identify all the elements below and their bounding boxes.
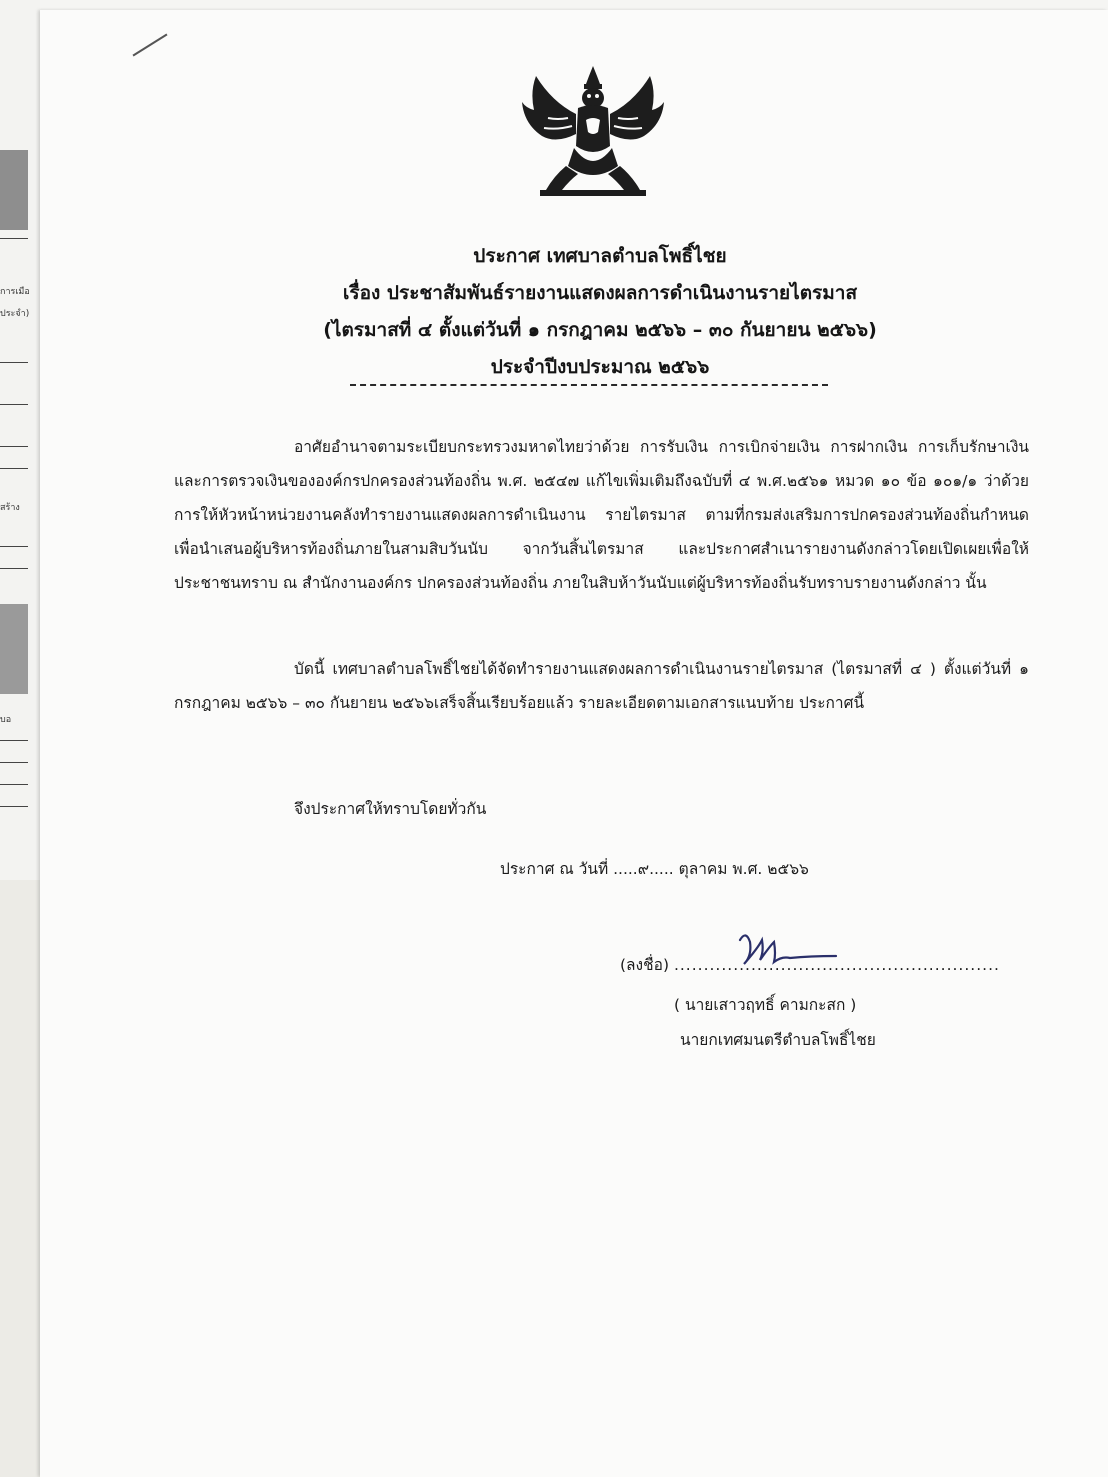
announcement-sheet <box>40 10 1108 1477</box>
underlying-rule <box>0 568 28 569</box>
underlying-rule <box>0 740 28 741</box>
signer-name: ( นายเสาวฤทธิ์ คามกะสก ) <box>674 996 857 1014</box>
closing-paragraph <box>294 792 1108 826</box>
underlying-text-fragment: สร้าง <box>0 503 20 513</box>
title-line: เรื่อง ประชาสัมพันธ์รายงานแสดงผลการดำเนินงานรายไตรมาส <box>342 282 858 304</box>
underlying-rule <box>0 362 28 363</box>
signature-label: (ลงชื่อ) <box>620 956 669 974</box>
underlying-text-fragment: ประจำ) <box>0 309 30 319</box>
underlying-gray-band <box>0 604 28 694</box>
body-paragraph-2 <box>174 652 1029 720</box>
underlying-page-edge <box>0 0 41 880</box>
signer-title: นายกเทศมนตรีตำบลโพธิ์ไชย <box>680 1031 876 1049</box>
body-paragraph-1 <box>174 430 1029 600</box>
paragraph-text: จึงประกาศให้ทราบโดยทั่วกัน <box>294 800 487 818</box>
announcement-date: ประกาศ ณ วันที่ .....๙..... ตุลาคม พ.ศ. ๒๕๖๖ <box>500 860 809 878</box>
underlying-rule <box>0 404 28 405</box>
handwritten-signature-icon <box>730 926 840 976</box>
title-line: (ไตรมาสที่ ๔ ตั้งแต่วันที่ ๑ กรกฎาคม ๒๕๖๖ – ๓๐ กันยายน ๒๕๖๖) <box>323 319 877 341</box>
underlying-text-fragment: บอ <box>0 715 12 725</box>
underlying-rule <box>0 446 28 447</box>
title-line: ประกาศ เทศบาลตำบลโพธิ์ไชย <box>473 245 727 267</box>
garuda-emblem-icon <box>518 62 668 202</box>
paragraph-text: อาศัยอำนาจตามระเบียบกระทรวงมหาดไทยว่าด้วย การรับเงิน การเบิกจ่ายเงิน การฝากเงิน การเก็บรักษาเงินและการตรวจเงินขององค์กรปกครองส่วนท้องถิ่น พ.ศ. ๒๕๔๗ แก้ไขเพิ่มเติมถึงฉบับที่ ๔ พ.ศ.๒๕๖๑ หมวด ๑๐ ข้อ ๑๐๑/๑ ว่าด้วยการให้หัวหน้าหน่วยงานคลังทำรายงานแสดงผลการดำเนินงาน รายไตรมาส ตามที่กรมส่งเสริมการปกครองส่วนท้องถิ่นกำหนด เพื่อนำเสนอผู้บริหารท้องถิ่นภายในสามสิบวันนับ จากวันสิ้นไตรมาส และประกาศสำเนารายงานดังกล่าวโดยเปิดเผยเพื่อให้ประชาชนทราบ ณ สำนักงานองค์กร ปกครองส่วนท้องถิ่น ภายในสิบห้าวันนับแต่ผู้บริหารท้องถิ่นรับทราบรายงานดังกล่าว นั้น <box>174 438 1029 592</box>
underlying-rule <box>0 238 28 239</box>
underlying-rule <box>0 468 28 469</box>
dashed-divider <box>350 384 828 386</box>
underlying-rule <box>0 762 28 763</box>
signature-dots: ....................................................... <box>673 956 1000 974</box>
paragraph-text: บัดนี้ เทศบาลตำบลโพธิ์ไชยได้จัดทำรายงานแสดงผลการดำเนินงานรายไตรมาส (ไตรมาสที่ ๔ ) ตั้งแต่วันที่ ๑ กรกฎาคม ๒๕๖๖ – ๓๐ กันยายน ๒๕๖๖เสร็จสิ้นเรียบร้อยแล้ว รายละเอียดตามเอกสารแนบท้าย ประกาศนี้ <box>174 660 1029 712</box>
announcement-title <box>240 238 960 386</box>
underlying-rule <box>0 784 28 785</box>
title-line: ประจำปีงบประมาณ ๒๕๖๖ <box>490 356 710 378</box>
underlying-gray-band <box>0 150 28 230</box>
underlying-rule <box>0 806 28 807</box>
underlying-rule <box>0 546 28 547</box>
paper-crease-mark <box>133 34 168 57</box>
underlying-text-fragment: การเมือ <box>0 287 30 297</box>
